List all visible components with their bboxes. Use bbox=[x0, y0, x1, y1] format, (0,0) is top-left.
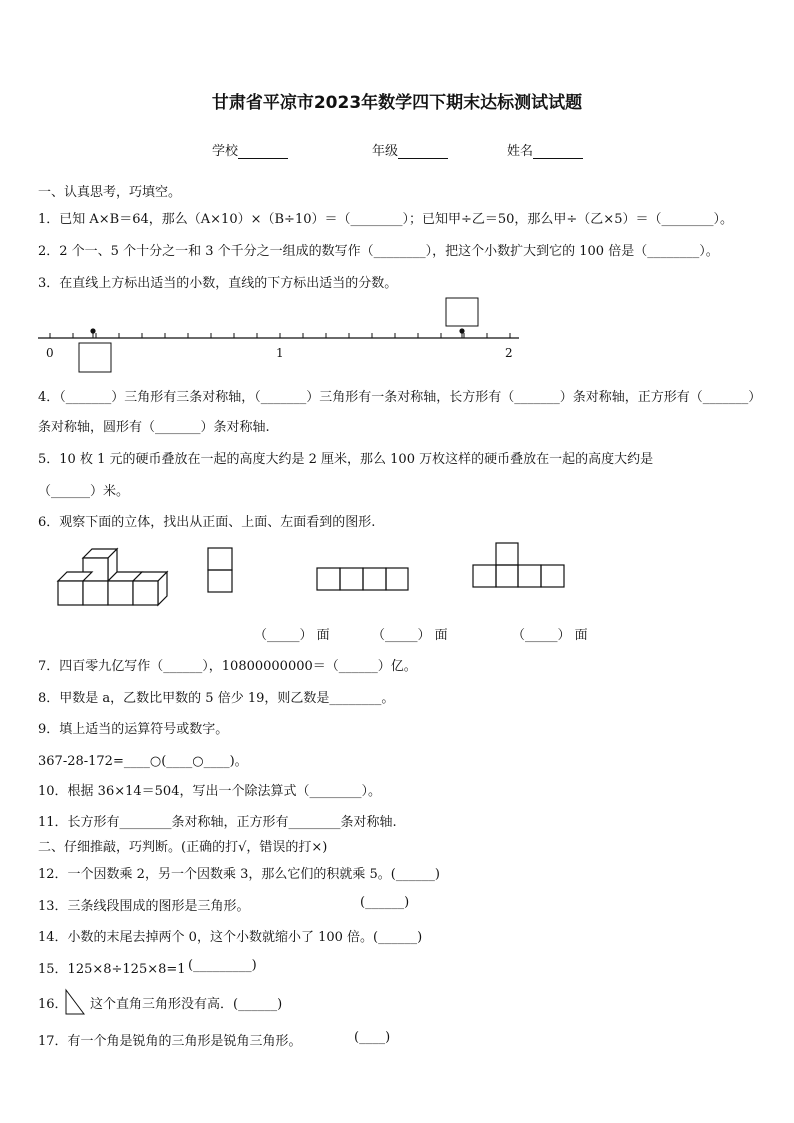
question-8: 8．甲数是 a，乙数比甲数的 5 倍少 19，则乙数是________。 bbox=[38, 691, 395, 706]
question-17-answer[interactable]: (____) bbox=[354, 1030, 391, 1045]
question-9: 9．填上适当的运算符号或数字。 bbox=[38, 722, 229, 737]
question-4-cont: 条对称轴，圆形有（_______）条对称轴. bbox=[38, 420, 270, 435]
question-17: 17．有一个角是锐角的三角形是锐角三角形。 bbox=[38, 1034, 302, 1049]
question-2: 2．2 个一、5 个十分之一和 3 个千分之一组成的数写作（________），把这个小数扩大到它的 100 倍是（________）。 bbox=[38, 244, 719, 259]
view-answer-1[interactable]: （_____） 面 bbox=[254, 628, 330, 643]
question-3: 3．在直线上方标出适当的小数，直线的下方标出适当的分数。 bbox=[38, 276, 398, 291]
number-line-label-0: 0 bbox=[46, 346, 54, 360]
section-1-heading: 一、认真思考，巧填空。 bbox=[38, 185, 182, 200]
question-12: 12．一个因数乘 2，另一个因数乘 3，那么它们的积就乘 5。(______) bbox=[38, 867, 440, 882]
cube-solid-figure bbox=[58, 549, 167, 605]
question-5: 5．10 枚 1 元的硬币叠放在一起的高度大约是 2 厘米，那么 100 万枚这样的硬币叠放在一起的高度大约是 bbox=[38, 452, 654, 467]
question-16-number: 16． bbox=[38, 997, 68, 1012]
grade-label: 年级 bbox=[372, 144, 399, 159]
view-figure-left bbox=[208, 548, 232, 592]
question-1: 1．已知 A×B＝64，那么（A×10）×（B÷10）＝（________）；已知甲÷乙＝50，那么甲÷（乙×5）＝（________）。 bbox=[38, 212, 733, 227]
question-10: 10．根据 36×14＝504，写出一个除法算式（________）。 bbox=[38, 784, 381, 799]
question-11: 11．长方形有________条对称轴，正方形有________条对称轴. bbox=[38, 815, 397, 830]
number-line-label-1: 1 bbox=[276, 346, 284, 360]
question-5-cont: （______）米。 bbox=[38, 484, 130, 499]
question-7: 7．四百零九亿写作（______），10800000000＝（______）亿。 bbox=[38, 659, 417, 674]
question-15: 15．125×8÷125×8=1 bbox=[38, 962, 186, 977]
point-b bbox=[459, 328, 464, 333]
right-triangle-icon bbox=[66, 990, 84, 1014]
question-9-expression: 367-28-172=____○(____○____)。 bbox=[38, 754, 248, 769]
view-answer-2[interactable]: （_____） 面 bbox=[372, 628, 448, 643]
question-13: 13．三条线段围成的图形是三角形。 bbox=[38, 899, 250, 914]
view-figure-top bbox=[317, 568, 408, 590]
question-15-answer[interactable]: (_________) bbox=[188, 958, 257, 973]
view-figure-front bbox=[473, 543, 564, 587]
question-14: 14．小数的末尾去掉两个 0，这个小数就缩小了 100 倍。(______) bbox=[38, 930, 423, 945]
question-6: 6．观察下面的立体，找出从正面、上面、左面看到的图形. bbox=[38, 515, 376, 530]
section-2-heading: 二、仔细推敲，巧判断。(正确的打√，错误的打×) bbox=[38, 840, 328, 855]
number-line-ticks bbox=[50, 333, 510, 338]
view-answer-3[interactable]: （_____） 面 bbox=[512, 628, 588, 643]
question-4: 4．（_______）三角形有三条对称轴，（_______）三角形有一条对称轴，长方形有（_______）条对称轴，正方形有（_______） bbox=[38, 390, 762, 405]
answer-box-decimal[interactable] bbox=[446, 298, 478, 326]
school-label: 学校 bbox=[212, 144, 239, 159]
name-label: 姓名 bbox=[507, 144, 534, 159]
point-a bbox=[90, 328, 95, 333]
question-16: 这个直角三角形没有高．(______) bbox=[90, 997, 283, 1012]
page-title: 甘肃省平凉市2023年数学四下期末达标测试试题 bbox=[211, 93, 583, 113]
answer-box-fraction[interactable] bbox=[79, 343, 111, 372]
number-line bbox=[38, 298, 519, 372]
number-line-label-2: 2 bbox=[505, 346, 513, 360]
question-13-answer[interactable]: (______) bbox=[360, 895, 410, 910]
